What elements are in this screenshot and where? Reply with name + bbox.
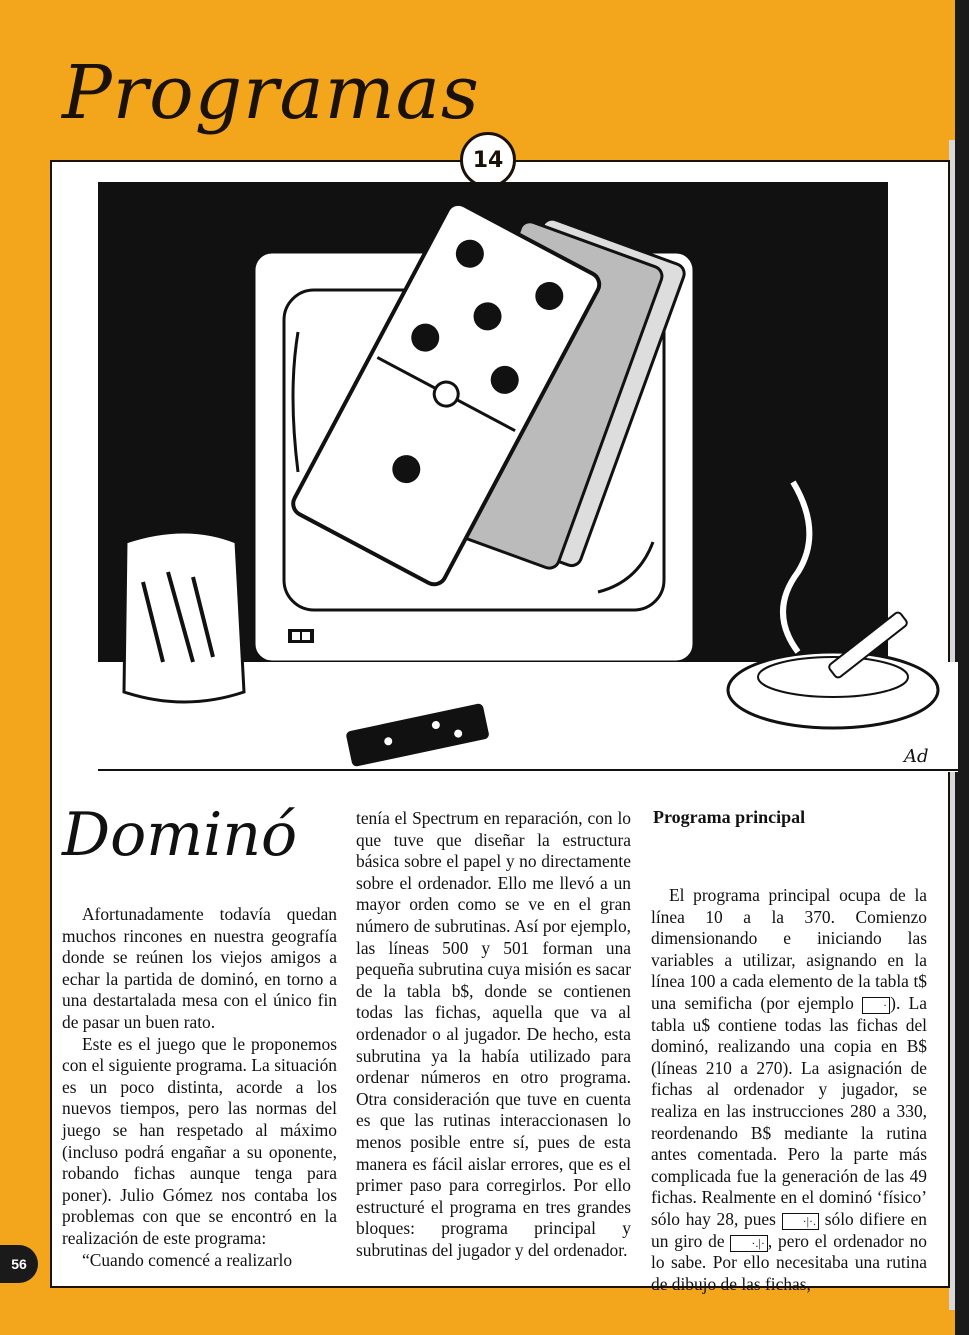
domino-half-icon: ·	[862, 997, 890, 1014]
article-column-3	[651, 885, 927, 1295]
artist-signature: Ad	[904, 746, 929, 767]
domino-illustration	[98, 182, 958, 772]
subheading: Programa principal	[653, 807, 806, 827]
paragraph: Este es el juego que le proponemos con el siguiente programa. La situación es un poco distinta, acorde a los nuevos tiempos, pero las normas del juego se han respetado al máximo (incluso podrá engañar a su oponente, robando fichas aunque tenga para poner). Julio Gómez nos contaba los problemas con que se encontró en la realización de este programa:	[62, 1033, 337, 1248]
text-run: , pero el ordenador no lo sabe. Por ello necesitaba una rutina de dibujo de las fichas,	[651, 1230, 927, 1294]
paragraph	[651, 885, 927, 1295]
domino-tile-icon: ·.|·	[730, 1235, 767, 1252]
page-number: 56	[0, 1245, 38, 1283]
paragraph: “Cuando comencé a realizarlo	[82, 1249, 293, 1270]
article-column-1	[62, 904, 337, 1271]
paragraph: tenía el Spectrum en reparación, con lo que tuve que diseñar la estructura básica sobre el papel y no directamente sobre el ordenador. Ello me llevó a un mayor orden como se ve en el gran número de subrutinas. Así por ejemplo, las líneas 500 y 501 forman una pequeña subrutina cuya misión es sacar de la tabla b$, donde se contienen todas las fichas, aquella que va al ordenador o al jugador. De hecho, esta subrutina ya la había utilizado para ordenar números en otro programa. Otra consideración que tuve en cuenta es que las rutinas interaccionasen lo menos posible entre sí, pues de esta manera es fácil aislar errores, que es el primer paso para corregirlos. Por ello estructuré el programa en tres grandes bloques: programa principal y subrutinas del jugador y del ordenador.	[356, 808, 631, 1260]
text-run: ). La tabla u$ contiene todas las fichas del dominó, realizando una copia en B$ (líneas 210 a 270). La asignación de fichas al ordenador y jugador, se realiza en las instrucciones 280 a 330, reordenando B$ mediante la rutina antes comentada. Pero la parte más complicada fue la generación de las 49 fichas. Realmente en el dominó ‘físico’ sólo hay 28, pues	[651, 992, 927, 1229]
domino-tile-icon: ·|·.	[782, 1213, 819, 1230]
chapter-badge: 14	[460, 132, 516, 188]
text-run: El programa principal ocupa de la línea 10 a la 370. Comienzo dimensionando e iniciando las variables a utilizar, asignando en la línea 100 a cada elemento de la tabla t$ una semificha (por ejemplo	[651, 885, 927, 1013]
article-column-2	[356, 808, 631, 1261]
text-run: sólo difiere en un giro de	[651, 1208, 927, 1251]
article-title: Dominó	[62, 800, 298, 870]
paragraph: Afortunadamente todavía quedan muchos rincones en nuestra geografía donde se reúnen los viejos amigos a echar la partida de dominó, en torno a una destartalada mesa con el único fin de pasar un buen rato.	[62, 904, 337, 1032]
section-title: Programas	[62, 50, 480, 136]
